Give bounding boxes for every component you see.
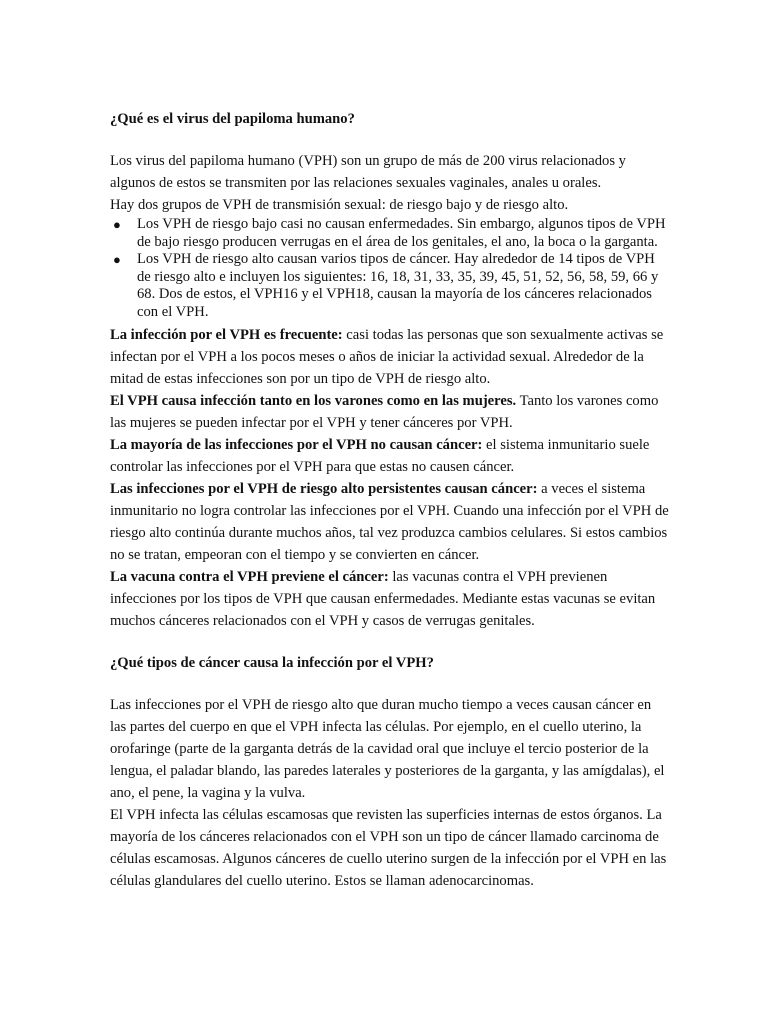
fact-paragraph-vaccine xyxy=(110,566,670,632)
list-item-low-risk xyxy=(110,216,670,251)
fact-paragraph-both-sexes xyxy=(110,390,670,434)
fact-text: las vacunas contra el VPH previenen infecciones por los tipos de VPH que causan enfermedades. Mediante estas vacunas se evitan muchos cánceres relacionados con el VPH y casos de verrugas genitales. xyxy=(110,569,656,629)
section-heading-what-is-hpv: ¿Qué es el virus del papiloma humano? xyxy=(110,111,355,127)
fact-text: el sistema inmunitario suele controlar las infecciones por el VPH para que estas no causen cáncer. xyxy=(110,437,650,475)
list-item-high-risk xyxy=(110,251,670,321)
body-paragraph-infection-sites: Las infecciones por el VPH de riesgo alto que duran mucho tiempo a veces causan cáncer en las partes del cuerpo en que el VPH infecta las células. Por ejemplo, en el cuello uterino, la orofaringe (parte de la garganta detrás de la cavidad oral que incluye el tercio posterior de la lengua, el paladar blando, las paredes laterales y posteriores de la garganta, y las amígdalas), el ano, el pene, la vagina y la vulva. xyxy=(110,697,665,801)
fact-paragraph-persistent xyxy=(110,478,670,566)
fact-lead: El VPH causa infección tanto en los varones como en las mujeres. xyxy=(110,393,517,409)
list-item-text: Los VPH de riesgo alto causan varios tipos de cáncer. Hay alrededor de 14 tipos de VPH de riesgo alto e incluyen los siguientes: 16, 18, 31, 33, 35, 39, 45, 51, 52, 56, 58, 59, 66 y 68. Dos de estos, el VPH16 y el VPH18, causan la mayoría de los cánceres relacionados con el VPH. xyxy=(137,251,659,320)
bullet-icon: ● xyxy=(113,217,121,232)
fact-text: casi todas las personas que son sexualmente activas se infectan por el VPH a los pocos meses o años de iniciar la actividad sexual. Alrededor de la mitad de estas infecciones son por un tipo de VPH de riesgo alto. xyxy=(110,327,664,387)
groups-paragraph: Hay dos grupos de VPH de transmisión sexual: de riesgo bajo y de riesgo alto. xyxy=(110,197,569,213)
fact-text: Tanto los varones como las mujeres se pueden infectar por el VPH y tener cánceres por VPH. xyxy=(110,393,659,431)
document-body xyxy=(110,108,670,892)
bullet-icon: ● xyxy=(113,252,121,267)
section-heading-cancer-types: ¿Qué tipos de cáncer causa la infección por el VPH? xyxy=(110,655,434,671)
fact-lead: La mayoría de las infecciones por el VPH no causan cáncer: xyxy=(110,437,483,453)
risk-groups-list xyxy=(110,216,670,321)
intro-paragraph: Los virus del papiloma humano (VPH) son un grupo de más de 200 virus relacionados y algunos de estos se transmiten por las relaciones sexuales vaginales, anales u orales. xyxy=(110,153,626,191)
fact-paragraph-frequent xyxy=(110,324,670,390)
body-paragraph-squamous-cells: El VPH infecta las células escamosas que revisten las superficies internas de estos órganos. La mayoría de los cánceres relacionados con el VPH son un tipo de cáncer llamado carcinoma de células escamosas. Algunos cánceres de cuello uterino surgen de la infección por el VPH en las células glandulares del cuello uterino. Estos se llaman adenocarcinomas. xyxy=(110,807,667,889)
fact-text: a veces el sistema inmunitario no logra controlar las infecciones por el VPH. Cuando una infección por el VPH de riesgo alto continúa durante muchos años, tal vez produzca cambios celulares. Si estos cambios no se tratan, empeoran con el tiempo y se convierten en cáncer. xyxy=(110,481,669,563)
fact-lead: La infección por el VPH es frecuente: xyxy=(110,327,343,343)
list-item-text: Los VPH de riesgo bajo casi no causan enfermedades. Sin embargo, algunos tipos de VPH de bajo riesgo producen verrugas en el área de los genitales, el ano, la boca o la garganta. xyxy=(137,216,666,250)
fact-paragraph-most-no-cancer xyxy=(110,434,670,478)
fact-lead: Las infecciones por el VPH de riesgo alto persistentes causan cáncer: xyxy=(110,481,538,497)
fact-lead: La vacuna contra el VPH previene el cáncer: xyxy=(110,569,389,585)
